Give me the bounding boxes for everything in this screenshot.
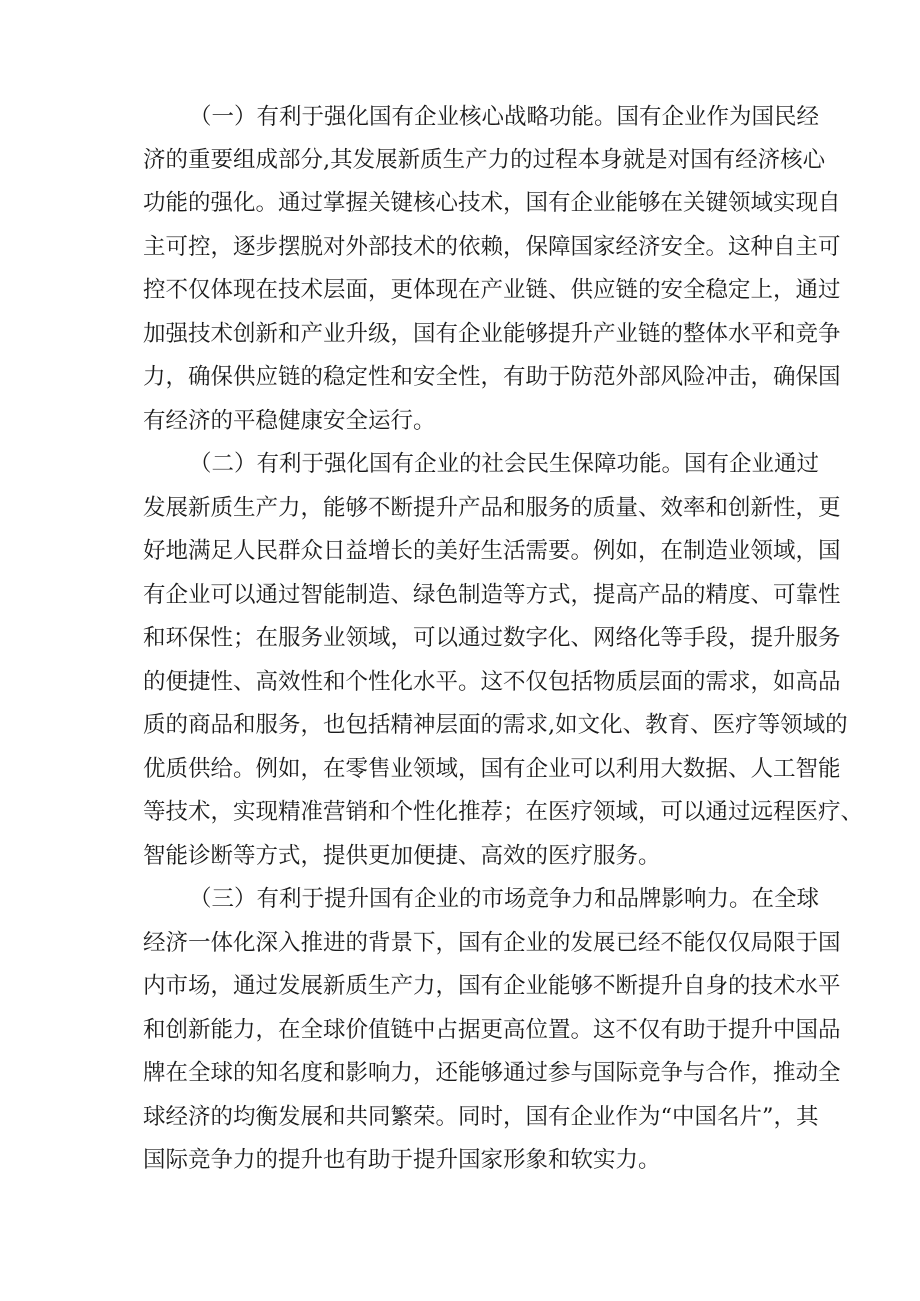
paragraph-3-line-7: 国际竞争力的提升也有助于提升国家形象和软实力。 xyxy=(143,1147,661,1173)
paragraph-3-line-5: 牌在全球的知名度和影响力，还能够通过参与国际竞争与合作，推动全 xyxy=(143,1060,841,1086)
paragraph-1-line-8: 有经济的平稳健康安全运行。 xyxy=(143,408,436,434)
paragraph-3-line-3: 内市场，通过发展新质生产力，国有企业能够不断提升自身的技术水平 xyxy=(143,973,841,999)
paragraph-1-line-3: 功能的强化。通过掌握关键核心技术，国有企业能够在关键领域实现自 xyxy=(143,190,841,216)
paragraph-1-line-5: 控不仅体现在技术层面，更体现在产业链、供应链的安全稳定上，通过 xyxy=(143,277,841,303)
paragraph-3-line-6: 球经济的均衡发展和共同繁荣。同时，国有企业作为“中国名片”，其 xyxy=(143,1104,819,1130)
paragraph-1-line-2: 济的重要组成部分,其发展新质生产力的过程本身就是对国有经济核心 xyxy=(143,147,826,173)
paragraph-2-line-10: 智能诊断等方式，提供更加便捷、高效的医疗服务。 xyxy=(143,843,661,869)
paragraph-1-line-1: （一）有利于强化国有企业核心战略功能。国有企业作为国民经 xyxy=(189,104,820,130)
paragraph-2-line-2: 发展新质生产力，能够不断提升产品和服务的质量、效率和创新性，更 xyxy=(143,495,841,521)
paragraph-3-line-1: （三）有利于提升国有企业的市场竞争力和品牌影响力。在全球 xyxy=(189,886,820,912)
paragraph-2-line-6: 的便捷性、高效性和个性化水平。这不仅包括物质层面的需求，如高品 xyxy=(143,669,841,695)
paragraph-2-line-8: 优质供给。例如，在零售业领域，国有企业可以利用大数据、人工智能 xyxy=(143,756,841,782)
paragraph-2-line-9: 等技术，实现精准营销和个性化推荐；在医疗领域，可以通过远程医疗、 xyxy=(143,799,864,825)
paragraph-1-line-7: 力，确保供应链的稳定性和安全性，有助于防范外部风险冲击，确保国 xyxy=(143,364,841,390)
paragraph-1-line-4: 主可控，逐步摆脱对外部技术的依赖，保障国家经济安全。这种自主可 xyxy=(143,234,841,260)
paragraph-3-line-2: 经济一体化深入推进的背景下，国有企业的发展已经不能仅仅局限于国 xyxy=(143,930,841,956)
paragraph-2-line-4: 有企业可以通过智能制造、绿色制造等方式，提高产品的精度、可靠性 xyxy=(143,582,841,608)
paragraph-2-line-3: 好地满足人民群众日益增长的美好生活需要。例如，在制造业领域，国 xyxy=(143,538,841,564)
paragraph-1-line-6: 加强技术创新和产业升级，国有企业能够提升产业链的整体水平和竞争 xyxy=(143,321,841,347)
paragraph-2-line-7: 质的商品和服务，也包括精神层面的需求,如文化、教育、医疗等领域的 xyxy=(143,712,848,738)
paragraph-2-line-1: （二）有利于强化国有企业的社会民生保障功能。国有企业通过 xyxy=(189,451,820,477)
paragraph-2-line-5: 和环保性；在服务业领域，可以通过数字化、网络化等手段，提升服务 xyxy=(143,625,841,651)
paragraph-3-line-4: 和创新能力，在全球价值链中占据更高位置。这不仅有助于提升中国品 xyxy=(143,1017,841,1043)
